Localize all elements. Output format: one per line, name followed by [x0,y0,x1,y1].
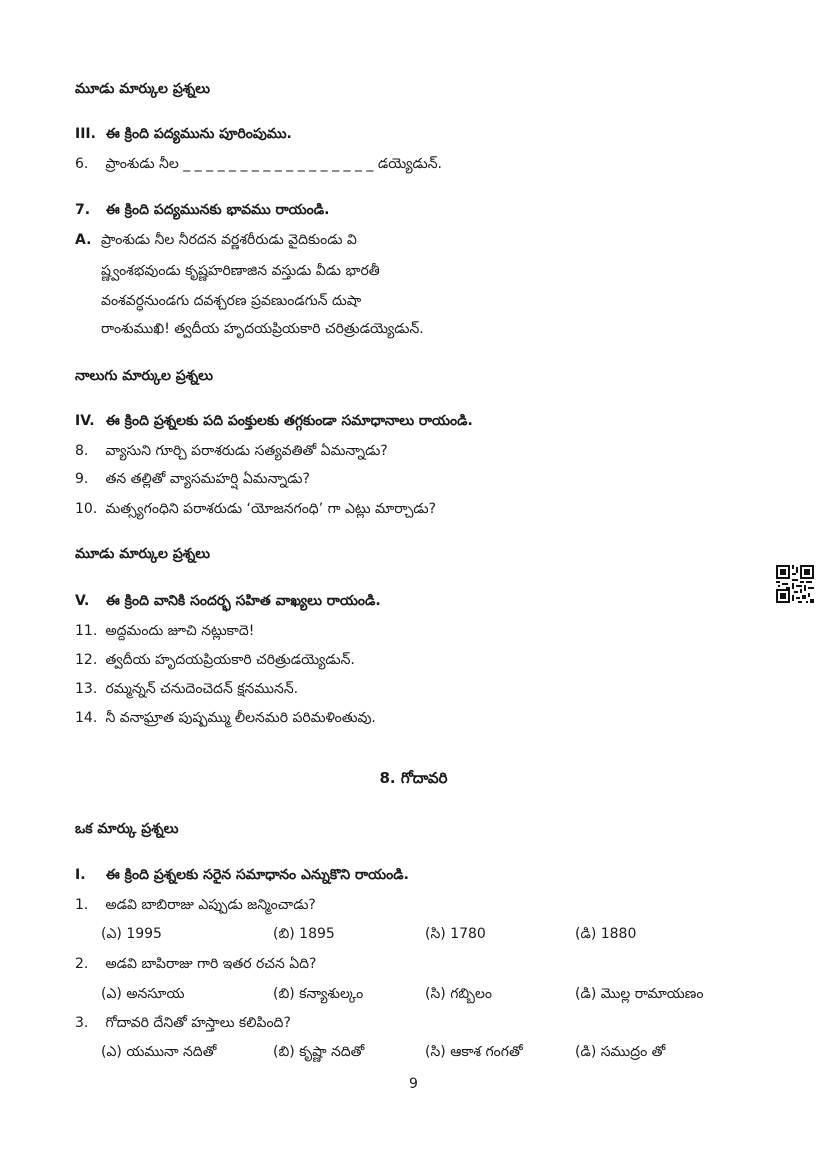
question-instruction: ఈ క్రింది పద్యమును పూరింపుము. [105,126,292,142]
question-text: నీ వనాఘ్రాత పుష్పమ్ము లీలనమరి పరిమళింతువు. [105,710,376,726]
question-number: 8. [75,443,89,459]
mcq-option-c[interactable]: (సి) ఆకాశ గంగతో [425,1044,523,1060]
mcq-option-d[interactable]: (డి) 1880 [575,926,637,942]
section-heading-one-mark: ఒక మార్కు ప్రశ్నలు [75,821,179,837]
question-text: వ్యాసుని గూర్చి పరాశరుడు సత్యవతితో ఏమన్నాడు? [105,443,388,459]
question-text: రమ్మన్నన్ చనుదెంచెదన్ క్షనమునన్. [105,681,299,697]
question-number: 7. [75,202,91,218]
question-text: గోదావరి దేనితో హస్తాలు కలిపింది? [105,1015,291,1031]
mcq-option-d[interactable]: (డి) మొల్ల రామాయణం [575,986,704,1002]
question-text: అడవి బాబిరాజు ఎప్పుడు జన్మించాడు? [105,897,316,913]
question-IV [75,412,473,430]
poem-line: రాంశుముఖి! త్వదీయ హృదయప్రియకారి చరిత్రుడయ్యెడున్. [101,321,424,337]
section-heading-three-marks: మూడు మార్కుల ప్రశ్నలు [75,81,210,97]
mcq-option-b[interactable]: (బి) 1895 [273,926,335,942]
question-III [75,125,292,143]
question-number: 6. [75,156,89,172]
question-number: 14. [75,710,98,726]
question-text: మత్స్యగంధిని పరాశరుడు ‘యోజనగంధి’ గా ఎట్లు మార్చాడు? [105,501,437,517]
mcq-option-a[interactable]: (ఎ) అనసూయ [101,986,185,1002]
lesson-title: 8. గోదావరి [379,769,448,787]
question-instruction: ఈ క్రింది ప్రశ్నలకు పది పంక్తులకు తగ్గకుండా సమాధానాలు రాయండి. [105,413,473,429]
qr-code-icon[interactable] [776,565,814,603]
section-heading-four-marks: నాలుగు మార్కుల ప్రశ్నలు [75,368,213,384]
question-number: 3. [75,1015,89,1031]
mcq-option-d[interactable]: (డి) సముద్రం తో [575,1044,666,1060]
question-text: అద్దమందు జూచి నట్లుకాదె! [105,623,255,639]
question-instruction: ఈ క్రింది వానికి సందర్భ సహిత వాఖ్యలు రాయండి. [105,593,381,609]
question-number: 12. [75,652,98,668]
mcq-option-a[interactable]: (ఎ) 1995 [101,926,162,942]
question-number: 2. [75,956,89,972]
question-11 [75,622,254,640]
poem-line: వంశవర్ధనుండగు దవశ్చరణ ప్రవణుండగున్ దుషా [101,293,362,309]
question-text: తన తల్లితో వ్యాసమహర్షి ఏమన్నాడు? [105,471,310,487]
question-number: 9. [75,471,89,487]
poem-line: ప్రాంశుడు నీల నీరదన వర్ణశరీరుడు వైదికుండు వి [101,232,357,248]
question-number: 13. [75,681,98,697]
poem-label: A. [75,232,92,248]
section-heading-three-marks: మూడు మార్కుల ప్రశ్నలు [75,546,210,562]
question-text: ప్రాంశుడు నీల _ _ _ _ _ _ _ _ _ _ _ _ _ _ _ _ _ డయ్యెడున్. [105,156,442,172]
question-label: V. [75,593,90,609]
question-text: అడవి బాపిరాజు గారి ఇతర రచన ఏది? [105,956,317,972]
question-label: IV. [75,413,95,429]
question-8 [75,442,388,460]
question-number: 11. [75,623,98,639]
mcq-option-b[interactable]: (బి) కృష్ణా నదితో [273,1044,365,1060]
question-text: ఈ క్రింది పద్యమునకు భావము రాయండి. [105,202,330,218]
question-12 [75,651,355,669]
question-label: III. [75,126,96,142]
question-10 [75,500,436,518]
question-14 [75,709,376,727]
page-number: 9 [409,1076,418,1092]
question-number: 1. [75,897,89,913]
mcq-option-c[interactable]: (సి) గబ్బిలం [425,986,492,1002]
mcq-option-a[interactable]: (ఎ) యమునా నదితో [101,1044,217,1060]
question-V [75,592,381,610]
question-13 [75,680,298,698]
question-7 [75,201,329,219]
question-label: I. [75,867,86,883]
mcq-question-1 [75,896,316,914]
question-number: 10. [75,501,98,517]
question-instruction: ఈ క్రింది ప్రశ్నలకు సరైన సమాధానం ఎన్నుకొని రాయండి. [105,867,409,883]
poem-line: ష్ణ్వంశభవుండు కృష్ణహరిణాజిన వస్తుడు వీడు భారతీ [101,263,380,279]
mcq-option-c[interactable]: (సి) 1780 [425,926,486,942]
question-6 [75,155,442,173]
mcq-question-3 [75,1014,291,1032]
question-I [75,866,409,884]
question-text: త్వదీయ హృదయప్రియకారి చరిత్రుడయ్యెడున్. [105,652,355,668]
mcq-question-2 [75,955,317,973]
mcq-option-b[interactable]: (బి) కన్యాశుల్కం [273,986,364,1002]
question-9 [75,470,310,488]
